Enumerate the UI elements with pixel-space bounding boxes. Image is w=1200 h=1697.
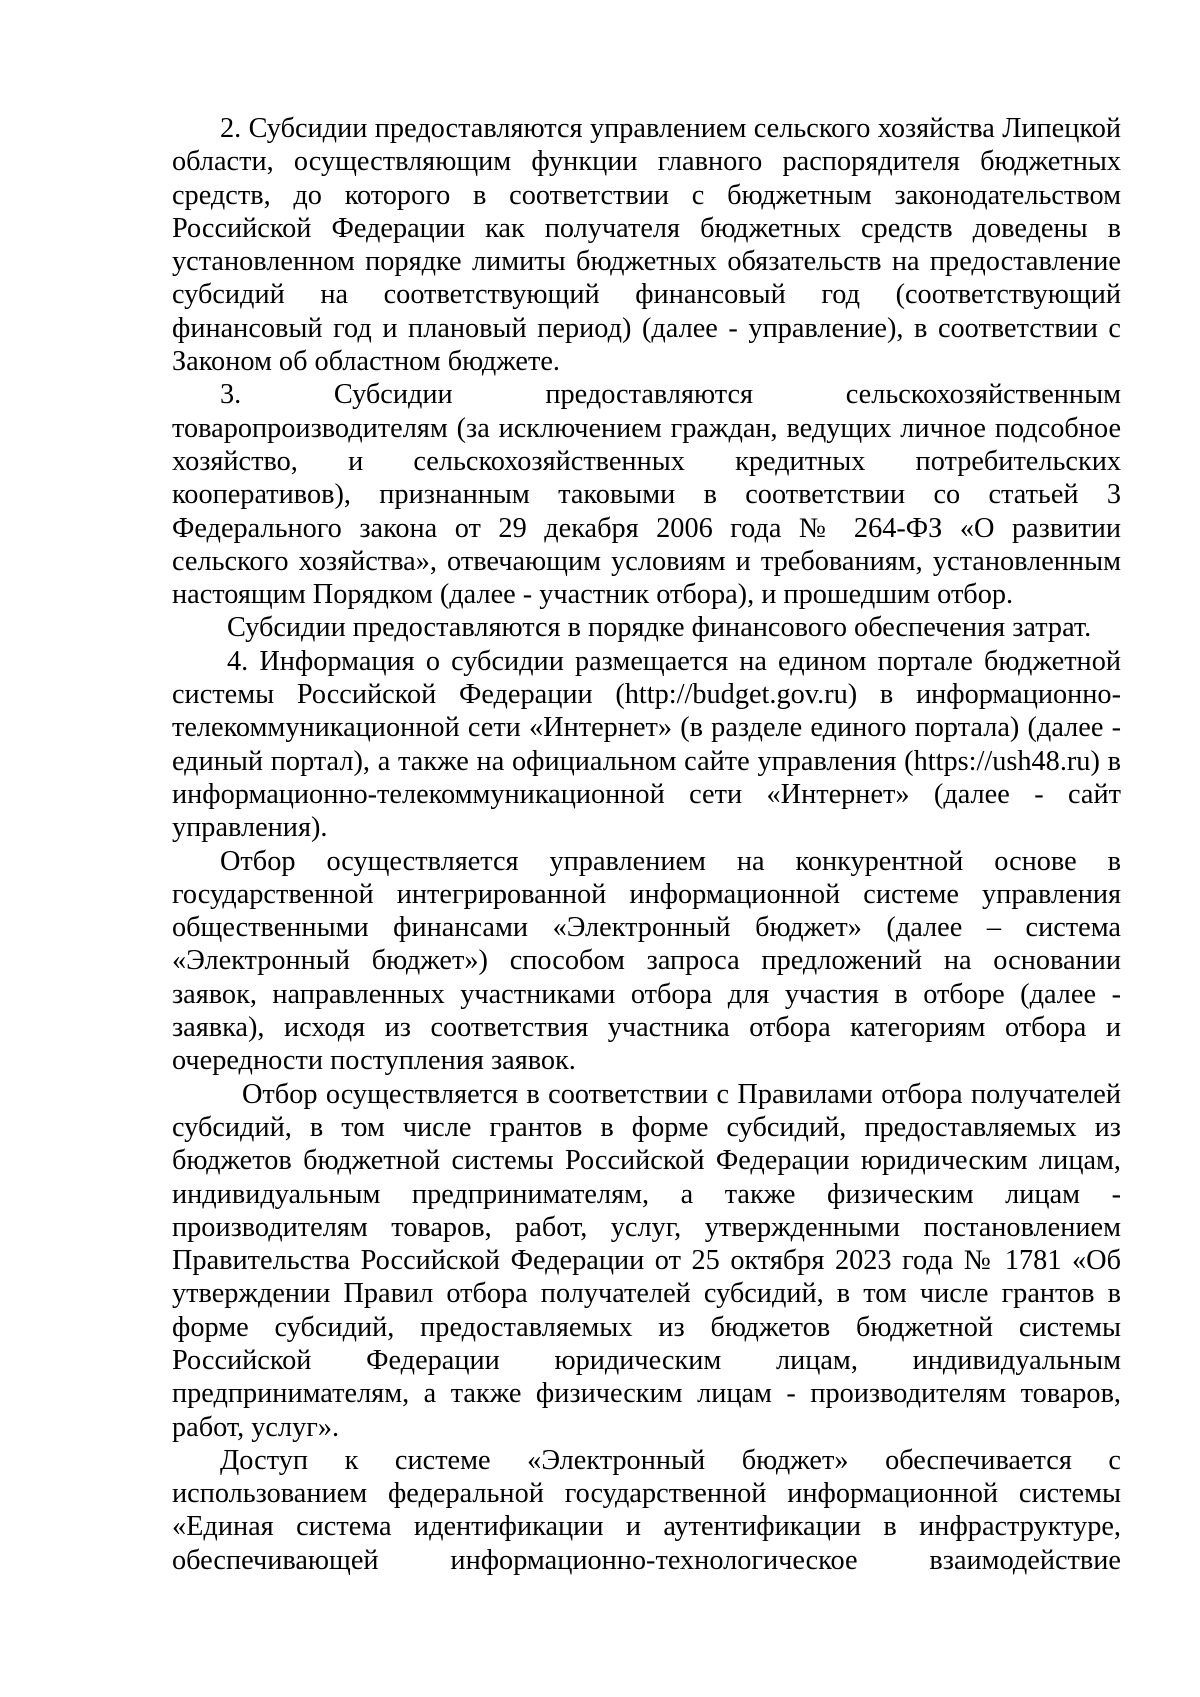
paragraph-item-2: 2. Субсидии предоставляются управлением сельского хозяйства Липецкой области, осуществляющим функции главного распорядителя бюджетных средств, до которого в соответствии с бюджетным законодательством Российской Федерации как получателя бюджетных средств доведены в установленном порядке лимиты бюджетных обязательств на предоставление субсидий на соответствующий финансовый год (соответствующий финансовый год и плановый период) (далее - управление), в соответствии с Законом об областном бюджете. bbox=[172, 113, 1121, 378]
paragraph-financing-note: Субсидии предоставляются в порядке финансового обеспечения затрат. bbox=[227, 612, 1092, 644]
paragraph-selection-procedure: Отбор осуществляется управлением на конкурентной основе в государственной интегрированной информационной системе управления общественными финансами «Электронный бюджет» (далее – система «Электронный бюджет») способом запроса предложений на основании заявок, направленных участниками отбора для участия в отборе (далее - заявка), исходя из соответствия участника отбора категориям отбора и очередности поступления заявок. bbox=[172, 845, 1121, 1077]
paragraph-item-4: 4. Информация о субсидии размещается на едином портале бюджетной системы Российской Федерации (http://budget.gov.ru) в информационно-телекоммуникационной сети «Интернет» (в разделе единого портала) (далее - единый портал), а также на официальном сайте управления (https://ush48.ru) в информационно-телекоммуникационной сети «Интернет» (далее - сайт управления). bbox=[172, 645, 1121, 844]
paragraph-item-3: 3. Субсидии предоставляются сельскохозяйственным товаропроизводителям (за исключением граждан, ведущих личное подсобное хозяйство, и сельскохозяйственных кредитных потребительских кооперативов), признанным таковыми в соответствии со статьей 3 Федерального закона от 29 декабря 2006 года № 264-ФЗ «О развитии сельского хозяйства», отвечающим условиям и требованиям, установленным настоящим Порядком (далее - участник отбора), и прошедшим отбор. bbox=[172, 379, 1121, 611]
paragraph-selection-rules: Отбор осуществляется в соответствии с Правилами отбора получателей субсидий, в том числе грантов в форме субсидий, предоставляемых из бюджетов бюджетной системы Российской Федерации юридическим лицам, индивидуальным предпринимателям, а также физическим лицам - производителям товаров, работ, услуг, утвержденными постановлением Правительства Российской Федерации от 25 октября 2023 года № 1781 «Об утверждении Правил отбора получателей субсидий, в том числе грантов в форме субсидий, предоставляемых из бюджетов бюджетной системы Российской Федерации юридическим лицам, индивидуальным предпринимателям, а также физическим лицам - производителям товаров, работ, услуг». bbox=[172, 1078, 1121, 1443]
paragraph-system-access: Доступ к системе «Электронный бюджет» обеспечивается с использованием федеральной государственной информационной системы «Единая система идентификации и аутентификации в инфраструктуре, обеспечивающей информационно-технологическое взаимодействие bbox=[172, 1444, 1121, 1576]
document-body bbox=[172, 112, 1121, 1577]
